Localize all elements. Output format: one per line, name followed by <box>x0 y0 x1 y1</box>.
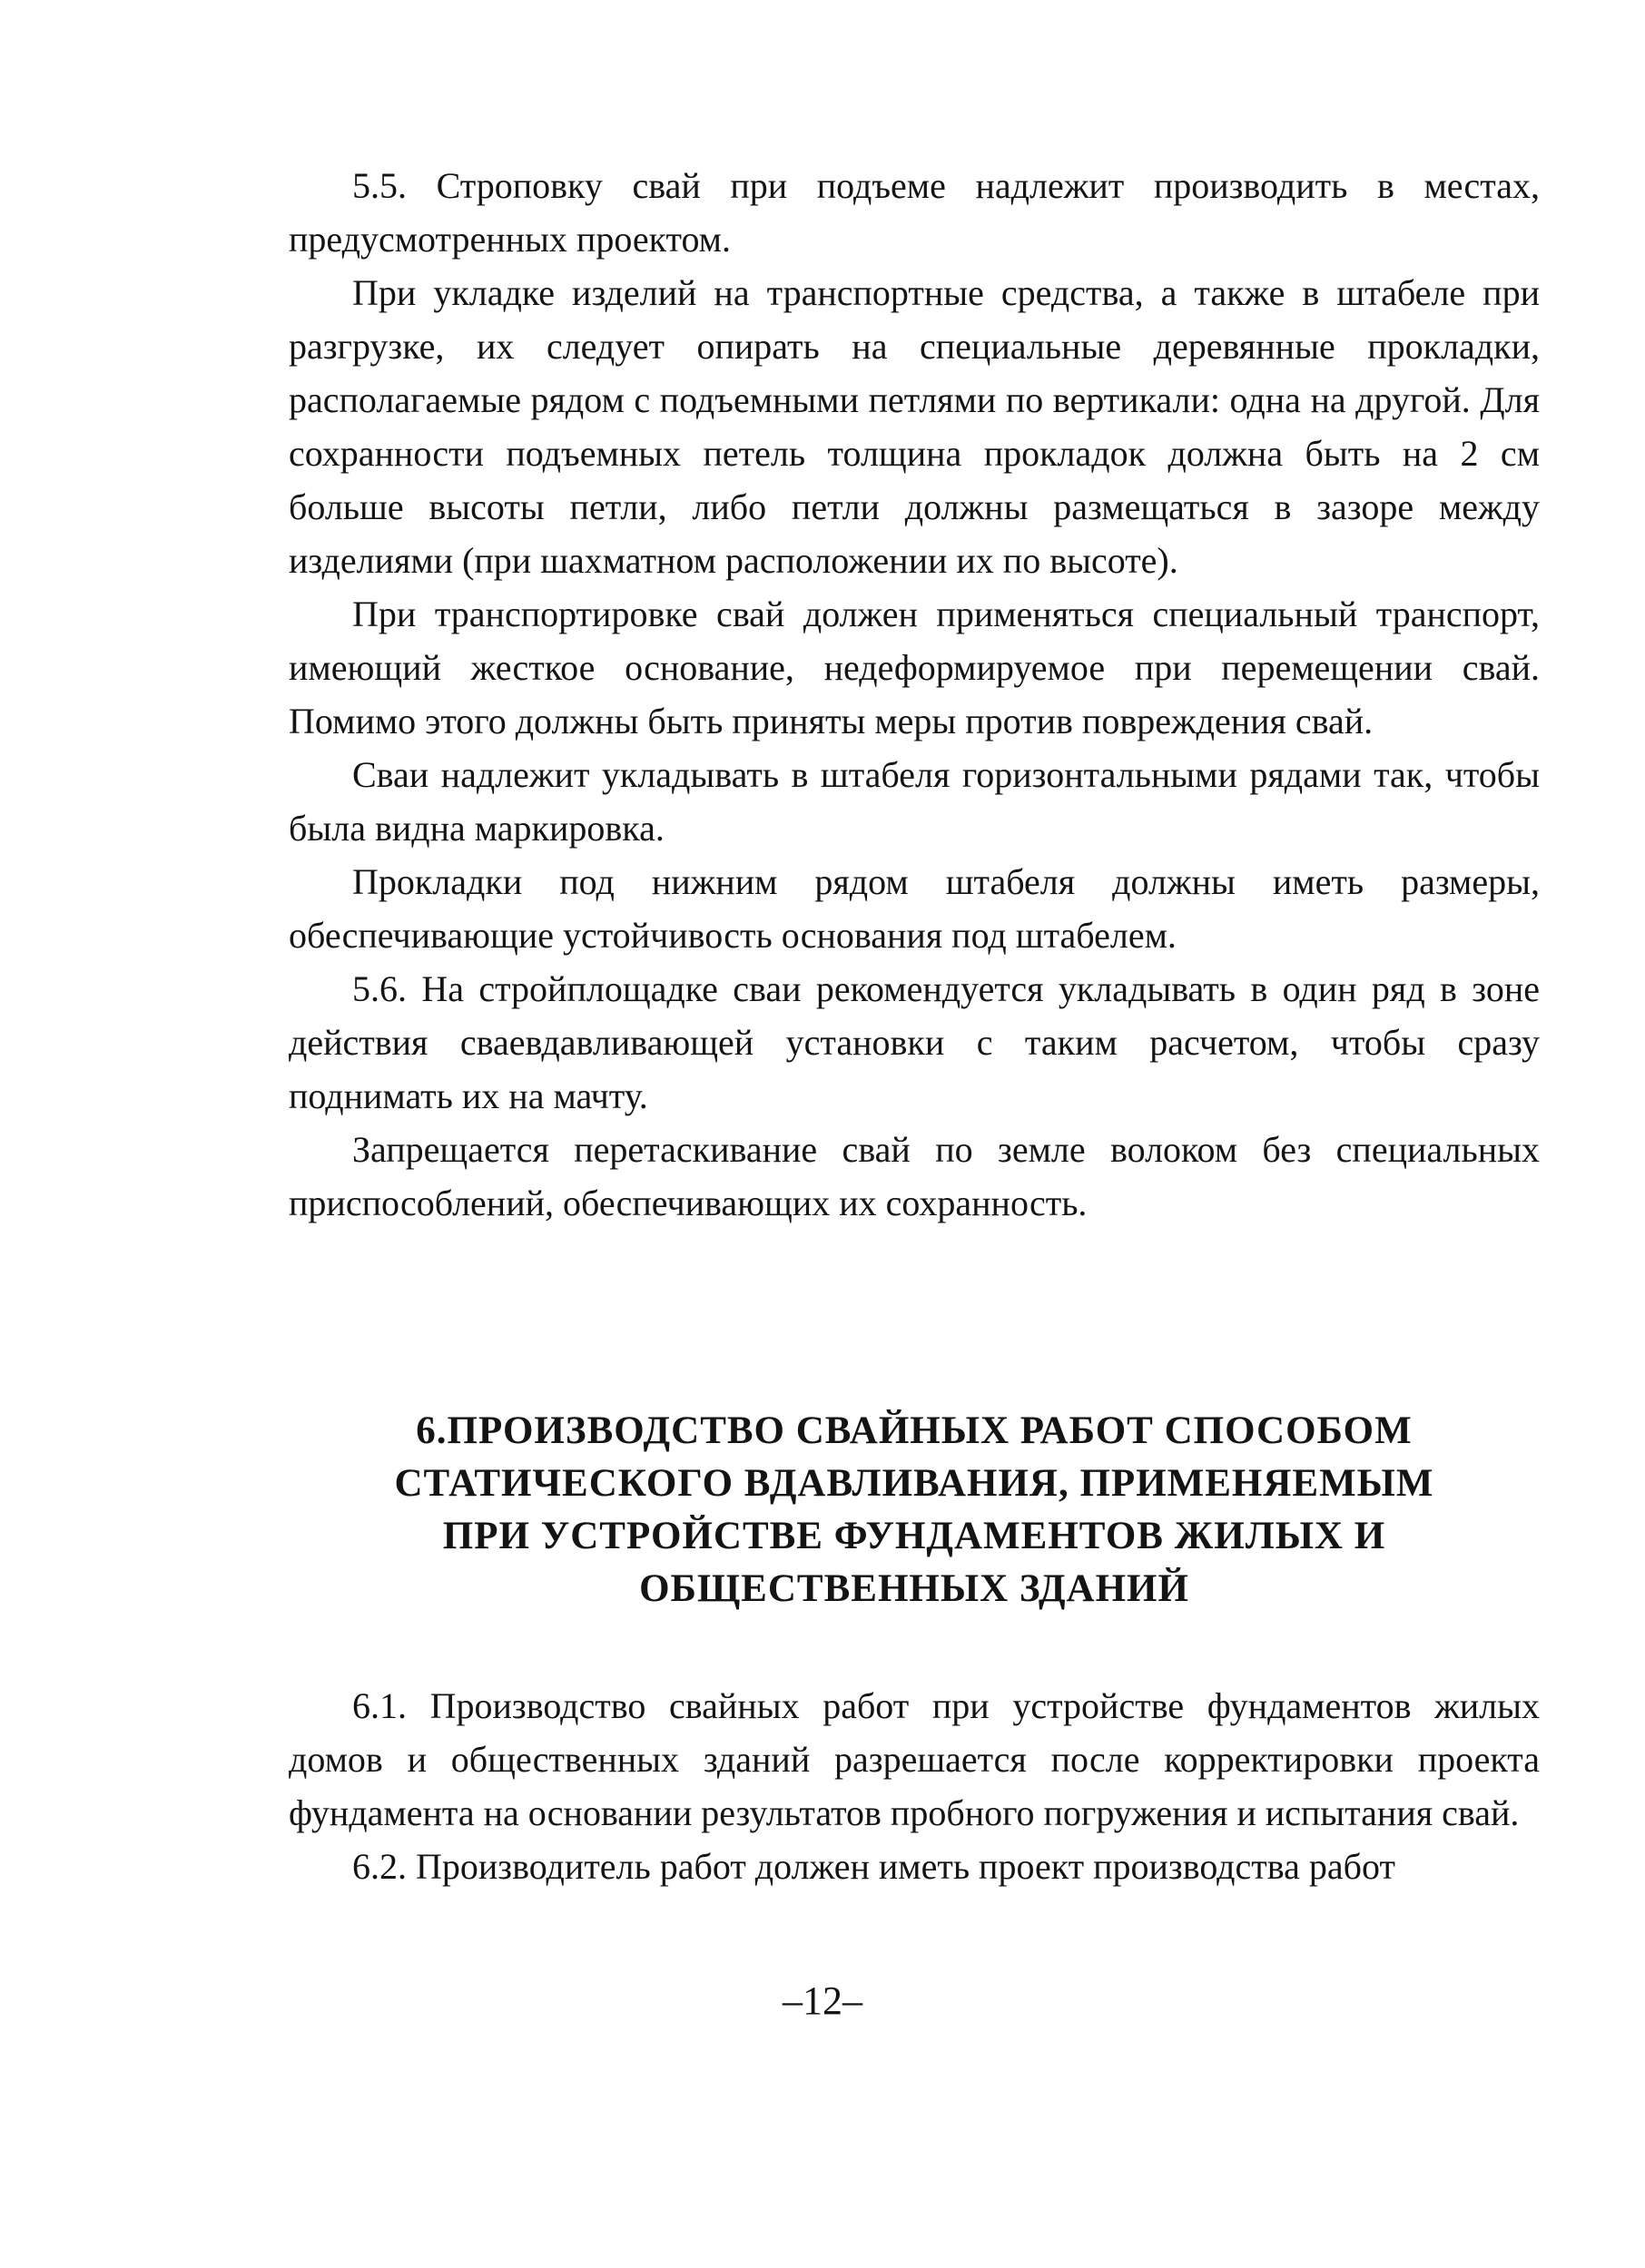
paragraph-5-6: 5.6. На стройплощадке сваи рекомендуется укладывать в один ряд в зоне действия сваевдавливающей установки с таким расчетом, чтобы сразу поднимать их на мачту. <box>289 968 1540 1116</box>
paragraph-6-2: 6.2. Производитель работ должен иметь проект производства работ <box>352 1846 1395 1887</box>
section-6-text <box>289 1679 1540 1893</box>
heading-line-4: ОБЩЕСТВЕННЫХ ЗДАНИЙ <box>639 1567 1189 1610</box>
heading-line-3: ПРИ УСТРОЙСТВЕ ФУНДАМЕНТОВ ЖИЛЫХ И <box>442 1515 1386 1557</box>
section-5-text <box>289 159 1540 1230</box>
paragraph-6-1: 6.1. Производство свайных работ при устройстве фундаментов жилых домов и общественных зданий разрешается после корректировки проекта фундамента на основании результатов пробного погружения и испытания свай. <box>289 1685 1540 1833</box>
paragraph-stacking: Сваи надлежит укладывать в штабеля горизонтальными рядами так, чтобы была видна маркировка. <box>289 754 1540 849</box>
paragraph-5-5: 5.5. Строповку свай при подъеме надлежит производить в местах, предусмотренных проектом. <box>289 165 1540 260</box>
section-6-heading <box>289 1405 1540 1615</box>
heading-line-2: СТАТИЧЕСКОГО ВДАВЛИВАНИЯ, ПРИМЕНЯЕМЫМ <box>394 1462 1434 1505</box>
paragraph-bottom-supports: Прокладки под нижним рядом штабеля должны иметь размеры, обеспечивающие устойчивость основания под штабелем. <box>289 861 1540 956</box>
paragraph-transport-supports: При укладке изделий на транспортные средства, а также в штабеле при разгрузке, их следует опирать на специальные деревянные прокладки, располагаемые рядом с подъемными петлями по вертикали: одна на другой. Для сохранности подъемных петель толщина прокладок должна быть на 2 см больше высоты петли, либо петли должны размещаться в зазоре между изделиями (при шахматном расположении их по высоте). <box>289 272 1540 581</box>
paragraph-dragging-prohibited: Запрещается перетаскивание свай по земле волоком без специальных приспособлений, обеспечивающих их сохранность. <box>289 1129 1540 1223</box>
page-number: –12– <box>783 1978 862 2023</box>
paragraph-transport-requirements: При транспортировке свай должен применяться специальный транспорт, имеющий жесткое основание, недеформируемое при перемещении свай. Помимо этого должны быть приняты меры против повреждения свай. <box>289 594 1540 741</box>
heading-line-1: 6.ПРОИЗВОДСТВО СВАЙНЫХ РАБОТ СПОСОБОМ <box>416 1409 1413 1452</box>
